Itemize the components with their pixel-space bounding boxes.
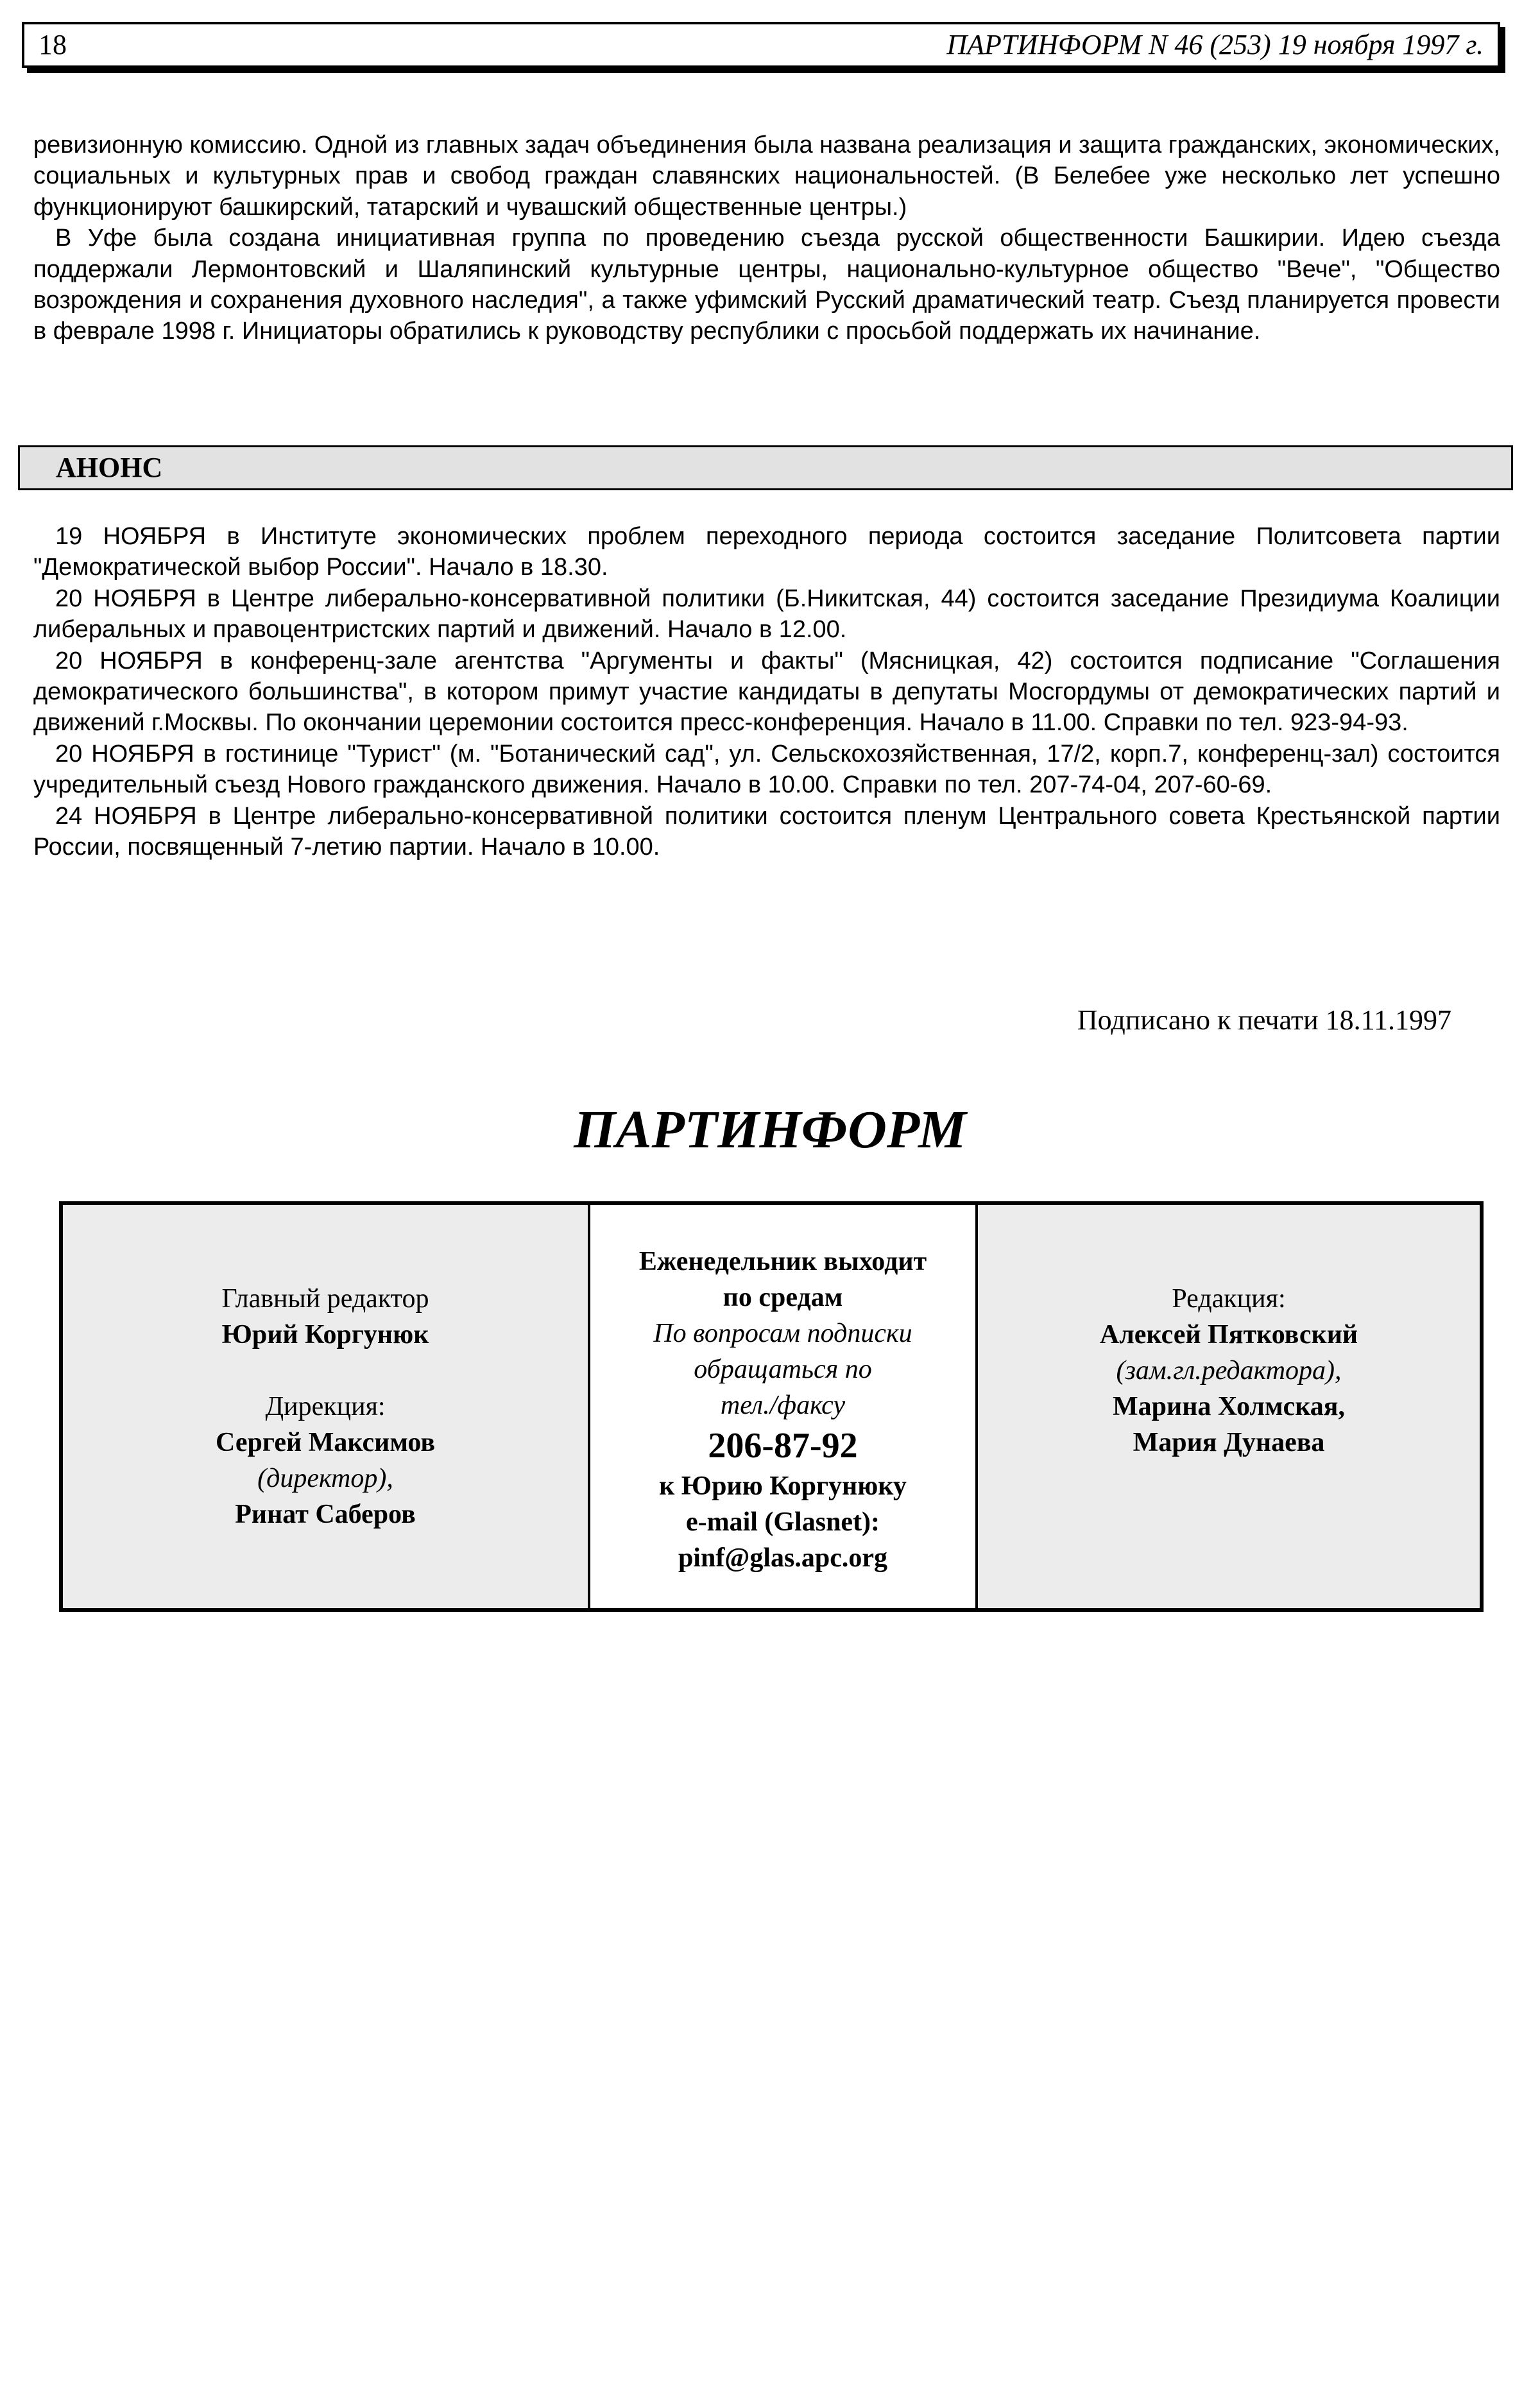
- staff-name: Марина Холмская,: [1113, 1392, 1345, 1421]
- direction-label: Дирекция:: [265, 1392, 386, 1421]
- section-heading-anons: АНОНС: [18, 445, 1513, 490]
- director-role: (директор),: [257, 1464, 393, 1493]
- contact-person: к Юрию Коргунюку: [659, 1471, 907, 1501]
- article-continuation: [33, 130, 1500, 347]
- anons-item: 20 НОЯБРЯ в конференц-зале агентства "Аргументы и факты" (Мясницкая, 42) состоится подписание "Соглашения демократического большинства", в котором примут участие кандидаты в депутаты Мосгордумы от демократических партий и движений г.Москвы. По окончании церемонии состоится пресс-конференция. Начало в 11.00. Справки по тел. 923-94-93.: [33, 647, 1500, 737]
- anons-item: 24 НОЯБРЯ в Центре либерально-консервативной политики состоится пленум Центрального совета Крестьянской партии России, посвященный 7-летию партии. Начало в 10.00.: [33, 802, 1500, 861]
- weekly-note: по средам: [723, 1283, 843, 1312]
- editor-name: Юрий Коргунюк: [221, 1320, 429, 1350]
- signed-to-print: Подписано к печати 18.11.1997: [1077, 1004, 1451, 1036]
- imprint-box: [59, 1201, 1484, 1612]
- anons-list: [33, 521, 1500, 862]
- page-number: 18: [38, 29, 67, 60]
- staff-name: Алексей Пятковский: [1099, 1320, 1358, 1350]
- article-paragraph: ревизионную комиссию. Одной из главных задач объединения была названа реализация и защита гражданских, экономических, социальных и культурных прав и свобод граждан славянских национальностей. (В Белебее уже несколько лет успешно функционируют башкирский, татарский и чувашский общественные центры.): [33, 132, 1500, 221]
- staff-name: Мария Дунаева: [1133, 1428, 1325, 1457]
- weekly-note: Еженедельник выходит: [638, 1247, 927, 1276]
- imprint-editorial: [63, 1205, 590, 1608]
- editor-label: Главный редактор: [221, 1284, 429, 1314]
- masthead-title: ПАРТИНФОРМ: [574, 1100, 966, 1160]
- phone-number: 206-87-92: [708, 1426, 858, 1466]
- page-header: [22, 22, 1500, 68]
- email-address: pinf@glas.apc.org: [678, 1543, 888, 1573]
- anons-item: 20 НОЯБРЯ в гостинице "Турист" (м. "Ботанический сад", ул. Сельскохозяйственная, 17/2, корп.7, конференц-зал) состоится учредительный съезд Нового гражданского движения. Начало в 10.00. Справки по тел. 207-74-04, 207-60-69.: [33, 740, 1500, 799]
- anons-item: 20 НОЯБРЯ в Центре либерально-консервативной политики (Б.Никитская, 44) состоится заседание Президиума Коалиции либеральных и правоцентристских партий и движений. Начало в 12.00.: [33, 585, 1500, 644]
- email-label: e-mail (Glasnet):: [685, 1507, 880, 1537]
- article-paragraph: В Уфе была создана инициативная группа по проведению съезда русской общественности Башкирии. Идею съезда поддержали Лермонтовский и Шаляпинский культурные центры, национально-культурное общество "Вече", "Общество возрождения и сохранения духовного наследия", а также уфимский Русский драматический театр. Съезд планируется провести в феврале 1998 г. Инициаторы обратились к руководству республики с просьбой поддержать их начинание.: [33, 225, 1500, 345]
- subscription-note: тел./факсу: [720, 1391, 846, 1420]
- director-name: Сергей Максимов: [215, 1428, 436, 1457]
- staff-label: Редакция:: [1172, 1284, 1286, 1314]
- subscription-note: обращаться по: [694, 1355, 872, 1384]
- anons-item: 19 НОЯБРЯ в Институте экономических проблем переходного периода состоится заседание Политсовета партии "Демократической выбор России". Начало в 18.30.: [33, 523, 1500, 581]
- subscription-note: По вопросам подписки: [653, 1319, 912, 1348]
- staff-role: (зам.гл.редактора),: [1116, 1356, 1342, 1385]
- direction-member-name: Ринат Саберов: [235, 1500, 416, 1529]
- imprint-staff: [978, 1205, 1480, 1608]
- issue-line: ПАРТИНФОРМ N 46 (253) 19 ноября 1997 г.: [946, 29, 1484, 60]
- imprint-contacts: [590, 1205, 978, 1608]
